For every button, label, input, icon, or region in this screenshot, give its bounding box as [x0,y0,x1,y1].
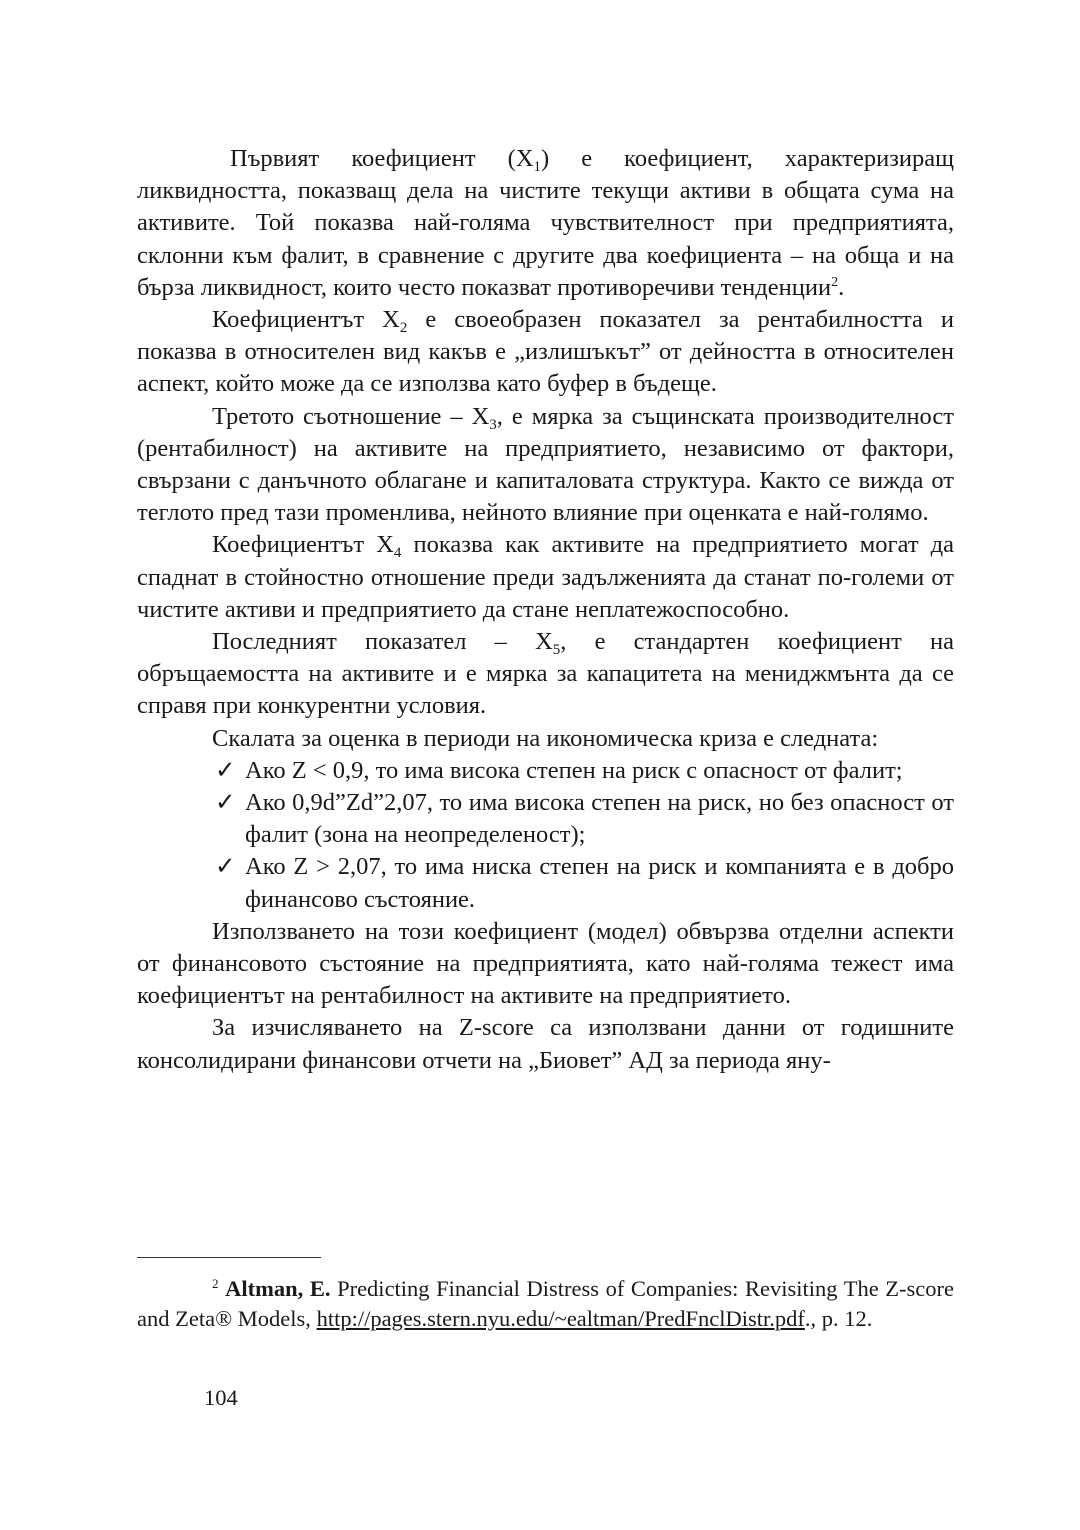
bullet-item: ✓ Ако Z < 0,9, то има висока степен на риск с опасност от фалит; [137,755,954,787]
footnote-number: 2 [212,1276,219,1291]
paragraph-model-usage: Използването на този коефициент (модел) обвързва отделни аспекти от финансовото състояние на предприятията, като най-голяма тежест има коефициентът на рентабилност на активите на предприятието. [137,917,954,1010]
checkmark-icon: ✓ [215,789,236,817]
checkmark-icon: ✓ [215,853,236,881]
paragraph-x1: Първият коефициент $(X_1)$ е коефициент, характеризиращ ликвидността, показващ дела на чистите текущи активи в общата сума на активите. Той показва най-голяма чувствителност при предприятията, склонни към фалит, в сравнение с другите два коефициента – на обща и на бърза ликвидност, които често показват противоречиви тенденции$^2$. [137,145,955,301]
paragraph-scale-intro: Скалата за оценка в периоди на икономическа криза е следната: [212,724,879,752]
paragraph-x2: Коефициентът $X_2$ е своеобразен показател за рентабилността и показва в относителен вид какъв е „излишъкът” от дейността в относителен аспект, който може да се използва като буфер в бъдеще. [137,306,954,398]
bullet-item: ✓ Ако 0,9d”Zd”2,07, то има висока степен на риск, но без опасност от фалит (зона на неопределеност); [215,789,954,849]
paragraph-x5: Последният показател – $X_5$, е стандартен коефициент на обръщаемостта на активите и е мярка за капацитета на мениджмънта да се справя при конкурентни условия. [137,628,954,720]
page-body [137,143,954,1077]
footnote: $^2$ Altman, E. Predicting Financial Distress of Companies: Revisiting The Z-score and Zeta® Models, http://pages.stern.nyu.edu/~ealtman/PredFnclDistr.pdf., p. 12. [137,1276,954,1331]
footnote-author: Altman, E. [225,1276,331,1301]
page-number: 104 [204,1385,238,1410]
checkmark-icon: ✓ [215,756,236,784]
footnote-ref[interactable]: 2 [831,274,839,290]
bullet-item: ✓ Ако Z > 2,07, то има ниска степен на риск и компанията е в добро финансово състояние. [215,853,954,913]
footnote-divider [137,1257,321,1258]
footnote-link[interactable]: http://pages.stern.nyu.edu/~ealtman/PredFnclDistr.pdf [316,1305,805,1331]
paragraph-x4: Коефициентът $X_4$ показва как активите на предприятието могат да спаднат в стойностно отношение преди задълженията да станат по-големи от чистите активи и предприятието да стане неплатежоспособно. [137,531,954,623]
paragraph-x3: Третото съотношение – $X_3$, е мярка за същинската производителност (рентабилност) на активите на предприятието, независимо от фактори, свързани с данъчното облагане и капиталовата структура. Както се вижда от теглото пред тази променлива, нейното влияние при оценката е най-голямо. [137,402,955,527]
paragraph-zscore-data: За изчисляването на Z-score са използвани данни от годишните консолидирани финансови отчети на „Биовет” АД за периода яну- [137,1014,954,1074]
